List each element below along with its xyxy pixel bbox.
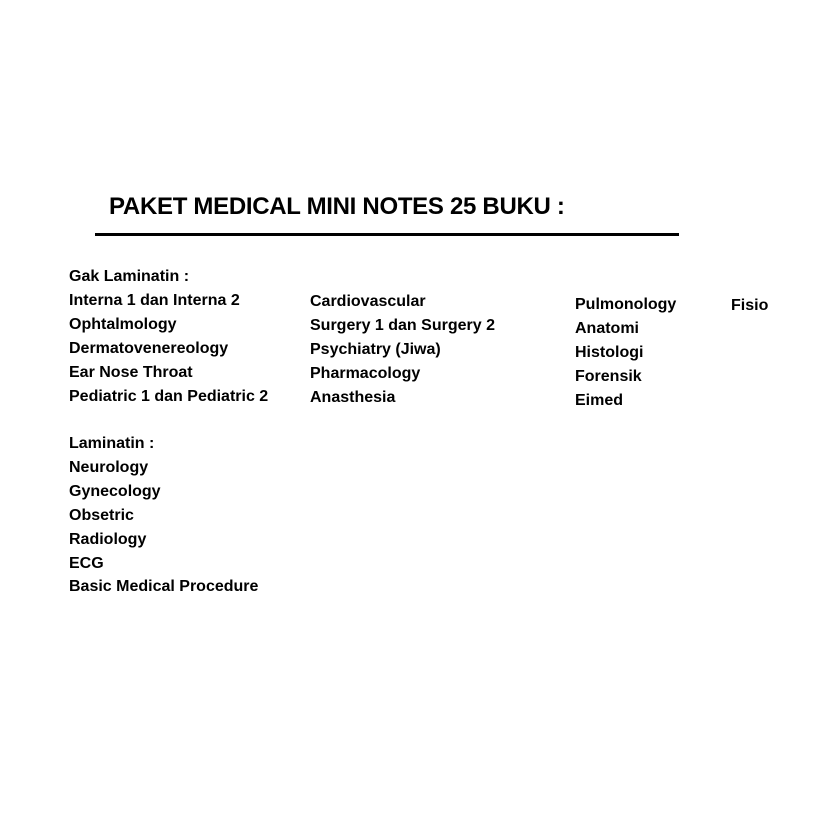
list-item: Ophtalmology (69, 316, 177, 333)
list-item: Radiology (69, 531, 147, 548)
page-title: PAKET MEDICAL MINI NOTES 25 BUKU : (109, 193, 565, 220)
title-underline (95, 233, 679, 236)
list-item: Ear Nose Throat (69, 364, 193, 381)
list-item: Obsetric (69, 507, 134, 524)
section-heading: Gak Laminatin : (69, 268, 190, 285)
list-item: Pharmacology (310, 365, 421, 382)
gak-laminatin-list (69, 265, 268, 409)
list-item: Anatomi (575, 320, 639, 337)
list-item: Dermatovenereology (69, 340, 229, 357)
list-item: Surgery 1 dan Surgery 2 (310, 317, 495, 334)
list-item: Eimed (575, 392, 624, 409)
list-item: Basic Medical Procedure (69, 578, 259, 595)
list-item: ECG (69, 555, 104, 572)
list-item: Gynecology (69, 483, 161, 500)
section-heading: Laminatin : (69, 435, 155, 452)
laminatin-list (69, 432, 258, 598)
column-4-list (731, 294, 768, 318)
list-item: Forensik (575, 368, 642, 385)
column-2-list (310, 290, 495, 410)
column-3-list (575, 293, 676, 413)
list-item: Fisio (731, 297, 769, 314)
list-item: Interna 1 dan Interna 2 (69, 292, 240, 309)
list-item: Psychiatry (Jiwa) (310, 341, 441, 358)
list-item: Neurology (69, 459, 149, 476)
list-item: Anasthesia (310, 389, 396, 406)
list-item: Cardiovascular (310, 293, 426, 310)
list-item: Pediatric 1 dan Pediatric 2 (69, 388, 269, 405)
list-item: Pulmonology (575, 296, 677, 313)
list-item: Histologi (575, 344, 644, 361)
